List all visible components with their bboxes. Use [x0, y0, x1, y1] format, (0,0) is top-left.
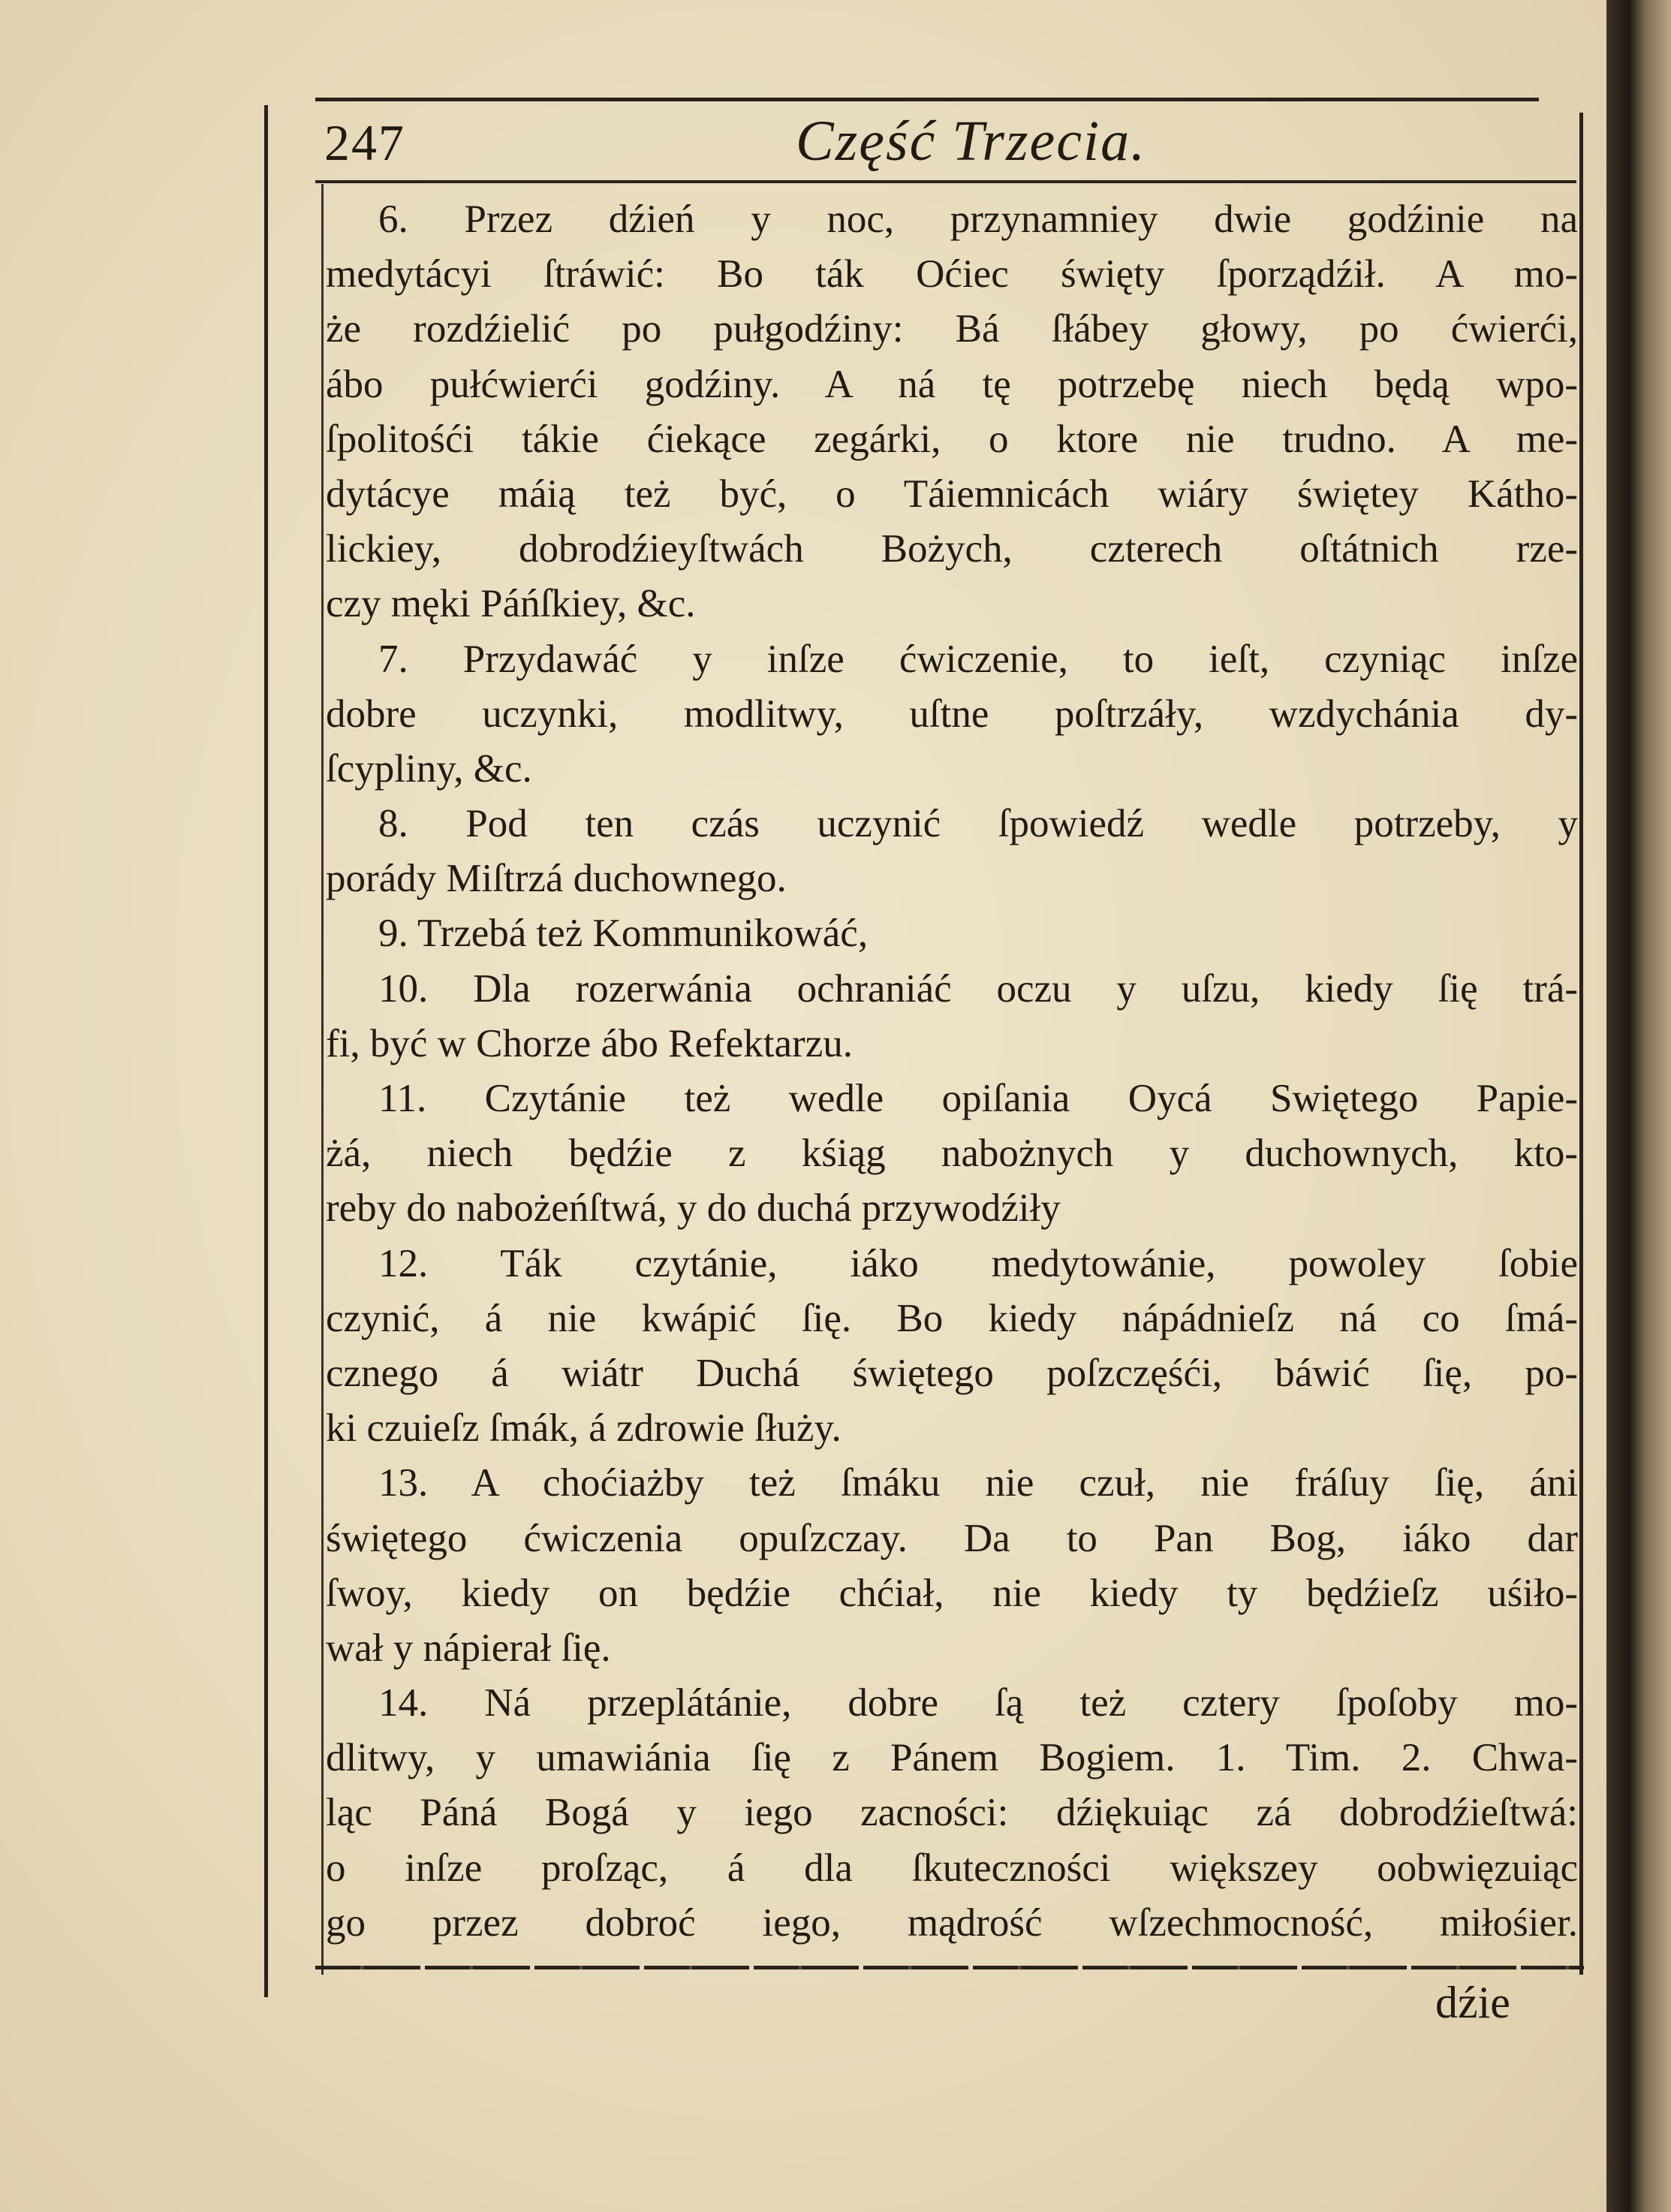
book-spine-edge [1606, 0, 1671, 2212]
text-line: 12. Ták czytánie, iáko medytowánie, powoley ſobie [378, 1241, 1578, 1285]
text-margin-rule [321, 184, 324, 1975]
text-line: 10. Dla rozerwánia ochraniáć oczu y uſzu, kiedy ſię trá- [378, 966, 1578, 1011]
text-line: cznego á wiátr Duchá świętego poſzczęśći, báwić ſię, po- [326, 1351, 1578, 1395]
text-line: 9. Trzebá też Kommunikowáć, [378, 912, 869, 956]
text-line: ſpolitośći tákie ćiekące zegárki, o ktore nie trudno. A me- [326, 417, 1578, 461]
text-line: 6. Przez dźień y noc, przynamniey dwie godźinie na [378, 197, 1578, 241]
text-line: świętego ćwiczenia opuſzczay. Da to Pan Bog, iáko dar [326, 1516, 1578, 1560]
header-rule-bottom [315, 180, 1576, 183]
text-line: czynić, á nie kwápić ſię. Bo kiedy nápádnieſz ná co ſmá- [326, 1296, 1578, 1340]
text-line: reby do nabożeńſtwá, y do duchá przywodźiły [326, 1186, 1061, 1231]
frame-border-right [1579, 113, 1583, 1975]
text-line: ląc Páná Bogá y iego zacności: dźiękuiąc zá dobrodźieſtwá: [326, 1791, 1578, 1835]
page-number: 247 [324, 114, 405, 171]
text-line: że rozdźielić po pułgodźiny: Bá ſłábey głowy, po ćwierći, [326, 307, 1578, 351]
text-line: fi, być w Chorze ábo Refektarzu. [326, 1021, 853, 1065]
text-line: ſwoy, kiedy on będźie chćiał, nie kiedy ty będźieſz uśiło- [326, 1571, 1578, 1615]
catchword: dźie [1435, 1978, 1510, 2027]
text-line: 13. A choćiażby też ſmáku nie czuł, nie fráſuy ſię, áni [378, 1461, 1578, 1505]
text-line: żá, niech będźie z kśiąg nabożnych y duchownych, kto- [326, 1132, 1578, 1176]
text-line: czy męki Páńſkiey, &c. [326, 582, 696, 626]
text-line: medytácyi ſtráwić: Bo ták Oćiec święty ſporządźił. A mo- [326, 252, 1578, 297]
body-text [326, 192, 1578, 1951]
text-line: dytácye máią też być, o Táiemnicách wiáry świętey Kátho- [326, 472, 1578, 516]
text-line: dobre uczynki, modlitwy, uſtne poſtrzáły, wzdychánia dy- [326, 692, 1578, 736]
footer-rule [315, 1966, 1584, 1969]
text-line: porády Miſtrzá duchownego. [326, 857, 787, 901]
frame-border-left [264, 105, 268, 1997]
text-line: 7. Przydawáć y inſze ćwiczenie, to ieſt, czyniąc inſze [378, 637, 1578, 681]
text-line: 8. Pod ten czás uczynić ſpowiedź wedle potrzeby, y [378, 802, 1578, 846]
running-title: Część Trzecia. [796, 110, 1147, 173]
text-line: o inſze proſząc, á dla ſkuteczności większey oobwięzuiąc [326, 1846, 1578, 1890]
text-line: wał y nápierał ſię. [326, 1626, 611, 1670]
text-line: 11. Czytánie też wedle opiſania Oycá Swiętego Papie- [378, 1077, 1578, 1120]
text-line: dlitwy, y umawiánia ſię z Pánem Bogiem. 1. Tim. 2. Chwa- [326, 1736, 1578, 1780]
header-rule-top [315, 98, 1539, 101]
text-line: ábo pułćwierći godźiny. A ná tę potrzebę niech będą wpo- [326, 362, 1578, 406]
text-line: lickiey, dobrodźieyſtwách Bożych, czterech oſtátnich rze- [326, 527, 1578, 571]
text-line: go przez dobroć iego, mądrość wſzechmocność, miłośier. [326, 1900, 1578, 1945]
text-line: 14. Ná przeplátánie, dobre ſą też cztery ſpoſoby mo- [378, 1681, 1578, 1725]
text-line: ki czuieſz ſmák, á zdrowie ſłuży. [326, 1406, 842, 1451]
text-line: ſcypliny, &c. [326, 746, 532, 791]
